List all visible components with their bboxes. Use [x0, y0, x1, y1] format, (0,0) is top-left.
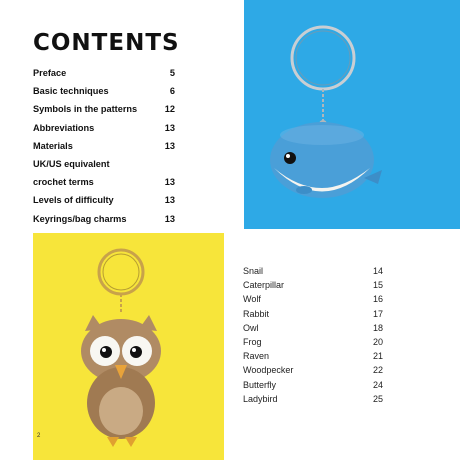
- pattern-entry-title: Butterfly: [243, 379, 277, 390]
- pattern-entry-title: Ladybird: [243, 393, 278, 404]
- pattern-entry-title: Caterpillar: [243, 280, 285, 291]
- pattern-entry[interactable]: [243, 363, 383, 377]
- toc-entry-page: 13: [164, 140, 175, 151]
- toc-entry-title: UK/US equivalent: [33, 158, 110, 169]
- pattern-entry[interactable]: [243, 392, 383, 406]
- toc-entry-title: Preface: [33, 68, 67, 78]
- toc-entry-page: 13: [164, 213, 175, 224]
- page-number: 2: [37, 433, 41, 439]
- toc-entry[interactable]: [33, 82, 175, 100]
- pattern-entry-title: Woodpecker: [243, 365, 294, 376]
- pattern-entry-title: Snail: [243, 266, 264, 276]
- pattern-entry[interactable]: [243, 264, 383, 278]
- pattern-entry[interactable]: [243, 307, 383, 321]
- pattern-entry-title: Wolf: [243, 294, 261, 305]
- pattern-entry[interactable]: [243, 378, 383, 392]
- pattern-entry[interactable]: [243, 349, 383, 363]
- pattern-entry[interactable]: [243, 335, 383, 349]
- toc-entry[interactable]: [33, 137, 175, 155]
- pattern-list: [243, 264, 383, 406]
- pattern-entry-title: Raven: [243, 351, 270, 362]
- pattern-entry-page: 25: [372, 393, 383, 404]
- contents-heading: CONTENTS: [33, 30, 180, 56]
- toc-entry-page: 5: [169, 68, 175, 78]
- pattern-entry-page: 18: [372, 322, 383, 333]
- toc-entry[interactable]: [33, 64, 175, 82]
- pattern-entry-page: 15: [372, 280, 383, 291]
- toc-entry-title: Basic techniques: [33, 86, 109, 97]
- toc-entry[interactable]: [33, 155, 175, 173]
- toc-entry[interactable]: [33, 191, 175, 209]
- pattern-entry-title: Frog: [243, 336, 262, 347]
- toc-entry[interactable]: [33, 119, 175, 137]
- contents-list: [33, 64, 175, 228]
- toc-entry-title: Materials: [33, 140, 73, 151]
- pattern-entry-page: 22: [372, 365, 383, 376]
- pattern-entry-page: 16: [372, 294, 383, 305]
- toc-entry-title: crochet terms: [33, 177, 94, 188]
- toc-entry-title: Abbreviations: [33, 122, 95, 133]
- toc-entry-page: 13: [164, 195, 175, 206]
- whale-keyring-photo: [244, 0, 460, 229]
- pattern-entry-page: 17: [372, 308, 383, 319]
- pattern-entry-title: Rabbit: [243, 308, 270, 319]
- toc-entry[interactable]: [33, 173, 175, 191]
- toc-entry-title: Symbols in the patterns: [33, 104, 138, 115]
- whale-keyring-illustration: [244, 0, 460, 229]
- toc-entry-title: Levels of difficulty: [33, 195, 114, 206]
- pattern-entry[interactable]: [243, 292, 383, 306]
- pattern-entry[interactable]: [243, 321, 383, 335]
- toc-entry-title: Keyrings/bag charms: [33, 213, 127, 224]
- pattern-entry-page: 20: [372, 336, 383, 347]
- pattern-entry[interactable]: [243, 278, 383, 292]
- pattern-entry-page: 14: [372, 266, 383, 276]
- pattern-entry-page: 21: [372, 351, 383, 362]
- toc-entry-page: 13: [164, 177, 175, 188]
- toc-entry-page: 6: [169, 86, 175, 97]
- pattern-entry-page: 24: [372, 379, 383, 390]
- owl-keyring-photo: [33, 233, 224, 460]
- toc-entry[interactable]: [33, 210, 175, 228]
- toc-entry[interactable]: [33, 100, 175, 118]
- toc-entry-page: 13: [164, 122, 175, 133]
- toc-entry-page: 12: [164, 104, 175, 115]
- owl-keyring-illustration: [33, 233, 224, 460]
- pattern-entry-title: Owl: [243, 322, 259, 333]
